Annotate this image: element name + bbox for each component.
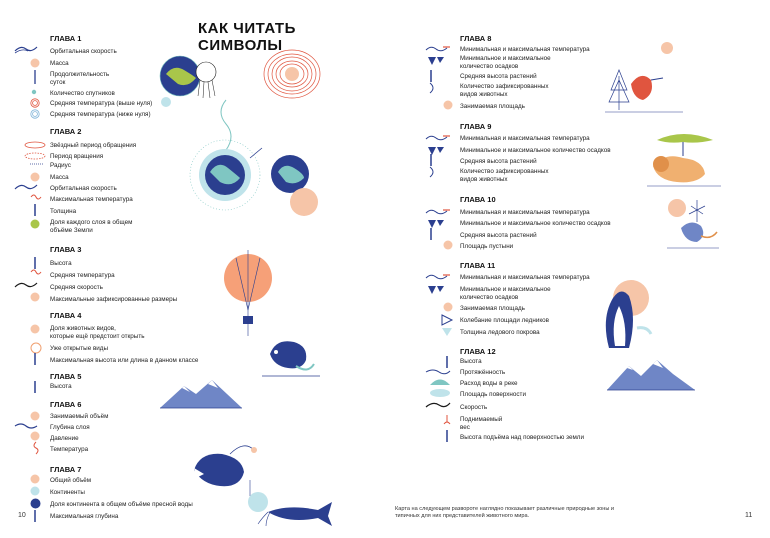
ch6-item: Занимаемый объём: [50, 413, 109, 420]
ch1-item: суток: [50, 79, 66, 86]
ch2-item: Доля каждого слоя в общем: [50, 219, 133, 226]
chapter-5-title: ГЛАВА 5: [50, 372, 82, 381]
max-depth-icon: [33, 510, 37, 522]
chapter-7-title: ГЛАВА 7: [50, 465, 82, 474]
chameleon-icon: [262, 330, 320, 378]
ch2-item: Толщина: [50, 208, 77, 215]
planet-two-illustration-icon: [270, 152, 324, 218]
chapter-1-title: ГЛАВА 1: [50, 34, 82, 43]
ch1-item: Средняя температура (выше нуля): [50, 100, 153, 107]
ch6-item: Температура: [50, 446, 89, 453]
min-max-temp-icon: [425, 207, 451, 215]
temperature-icon: [32, 442, 40, 454]
chapter-12-title: ГЛАВА 12: [460, 347, 496, 356]
ch8-item: Минимальное и максимальное: [460, 55, 551, 62]
ch2-item: объёме Земли: [50, 227, 93, 234]
ch7-item: Общий объём: [50, 477, 92, 484]
ch12-item: Высота подъёма над поверхностью земли: [460, 434, 584, 441]
ch12-item: Поднимаемый: [460, 416, 503, 423]
ch11-item: Занимаемая площадь: [460, 305, 525, 312]
tree-and-bird-icon: [605, 40, 683, 118]
mass-icon: [30, 172, 40, 182]
chapter-2-title: ГЛАВА 2: [50, 127, 82, 136]
ch2-item: Звёздный период обращения: [50, 142, 137, 149]
ch8-item: видов животных: [460, 91, 508, 98]
ch9-item: Средняя высота растений: [460, 158, 537, 165]
ch1-item: Орбитальная скорость: [50, 48, 117, 55]
catfish-icon: [248, 488, 334, 528]
layer-share-icon: [30, 219, 40, 229]
avg-speed-icon: [14, 280, 38, 290]
ch10-item: Минимальная и максимальная температура: [460, 209, 590, 216]
page-number-right: 11: [745, 512, 753, 519]
ch11-item: Минимальная и максимальная температура: [460, 274, 590, 281]
orbital-speed-icon: [14, 44, 38, 54]
lift-height-icon: [445, 430, 449, 442]
ch2-item: Масса: [50, 174, 69, 181]
length-icon: [425, 367, 451, 375]
ch4-item: которые ещё предстоит открыть: [50, 333, 145, 340]
area-icon: [443, 302, 453, 312]
ch12-item: Площадь поверхности: [460, 391, 526, 398]
glacier-change-icon: [441, 314, 453, 326]
ch10-item: Минимальное и максимальное количество осадков: [460, 220, 611, 227]
pressure-icon: [30, 431, 40, 441]
max-temp-icon: [30, 192, 42, 202]
ch4-item: Уже открытые виды: [50, 345, 109, 352]
day-length-icon: [33, 70, 37, 84]
ch12-item: вес: [460, 424, 470, 431]
chapter-6-title: ГЛАВА 6: [50, 400, 82, 409]
ch12-item: Расход воды в реке: [460, 380, 518, 387]
chapter-4-title: ГЛАВА 4: [50, 311, 82, 320]
mountain-range-icon: [607, 356, 695, 396]
precipitation-icon: [427, 285, 445, 295]
ch9-item: Минимальное и максимальное количество осадков: [460, 147, 611, 154]
ch6-item: Глубина слоя: [50, 424, 90, 431]
ch2-item: Максимальная температура: [50, 196, 133, 203]
freshwater-share-icon: [30, 498, 41, 509]
radius-icon: [30, 161, 44, 167]
ch10-item: Средняя высота растений: [460, 232, 537, 239]
undiscovered-share-icon: [30, 324, 40, 334]
ch1-item: Продолжительность: [50, 71, 110, 78]
chapter-10-title: ГЛАВА 10: [460, 195, 496, 204]
sidereal-period-icon: [24, 141, 46, 149]
ch11-item: Колебание площади ледников: [460, 317, 550, 324]
surface-area-icon: [429, 388, 451, 398]
ch9-item: Количество зафиксированных: [460, 168, 549, 175]
min-max-temp-icon: [425, 272, 451, 280]
ch11-item: Минимальное и максимальное: [460, 286, 551, 293]
lift-weight-icon: [441, 414, 453, 428]
ch4-item: Максимальная высота или длина в данном классе: [50, 357, 199, 364]
chapter-3-title: ГЛАВА 3: [50, 245, 82, 254]
ch8-item: Количество зафиксированных: [460, 83, 549, 90]
ch5-item: Высота: [50, 383, 72, 390]
ice-thickness-icon: [441, 327, 453, 337]
penguin-icon: [597, 278, 653, 350]
satellites-icon: [30, 88, 38, 96]
ch1-item: Масса: [50, 60, 69, 67]
mountain-illustration-icon: [160, 378, 242, 412]
ch3-item: Максимальные зафиксированные размеры: [50, 296, 178, 303]
species-count-icon: [429, 166, 437, 178]
ch7-item: Континенты: [50, 489, 85, 496]
ch3-item: Средняя скорость: [50, 284, 103, 291]
right-page: [385, 0, 770, 538]
ch10-item: Площадь пустыни: [460, 243, 514, 250]
chapter-8-title: ГЛАВА 8: [460, 34, 492, 43]
plant-height-icon: [429, 70, 433, 82]
chapter-11-title: ГЛАВА 11: [460, 261, 496, 270]
height-icon: [33, 381, 37, 393]
total-volume-icon: [30, 474, 40, 484]
ch8-item: Средняя высота растений: [460, 73, 537, 80]
plant-height-icon: [429, 228, 433, 240]
area-icon: [443, 100, 453, 110]
river-flow-icon: [429, 376, 451, 386]
ch3-item: Высота: [50, 260, 72, 267]
ch12-item: Протяжённость: [460, 369, 506, 376]
temperature-rings-icon: [262, 48, 322, 100]
temp-above-zero-icon: [30, 98, 40, 108]
desert-area-icon: [443, 240, 453, 250]
min-max-temp-icon: [425, 44, 451, 52]
ch7-item: Доля континента в общем объёме пресной воды: [50, 501, 193, 508]
ch6-item: Давление: [50, 435, 79, 442]
ch1-item: Количество спутников: [50, 90, 115, 97]
ch3-item: Средняя температура: [50, 272, 115, 279]
ch2-item: Радиус: [50, 162, 71, 169]
ch12-item: Скорость: [460, 404, 488, 411]
ch9-item: Минимальная и максимальная температура: [460, 135, 590, 142]
ch8-item: Минимальная и максимальная температура: [460, 46, 590, 53]
speed-icon: [425, 400, 451, 410]
ch9-item: видов животных: [460, 176, 508, 183]
savanna-lion-icon: [647, 126, 721, 190]
rotation-period-icon: [24, 152, 46, 160]
hot-air-balloon-icon: [222, 250, 274, 336]
ch4-item: Доля животных видов,: [50, 325, 116, 332]
precipitation-icon: [427, 56, 445, 66]
ch8-item: количество осадков: [460, 63, 519, 70]
ch2-item: Орбитальная скорость: [50, 185, 117, 192]
chapter-9-title: ГЛАВА 9: [460, 122, 492, 131]
ch2-item: Период вращения: [50, 153, 104, 160]
max-length-icon: [33, 353, 37, 365]
page-number-left: 10: [18, 512, 26, 519]
desert-animal-icon: [667, 196, 719, 252]
ch1-item: Средняя температура (ниже нуля): [50, 111, 151, 118]
earth-illustration-icon: [188, 138, 262, 212]
ch11-item: Толщина ледового покрова: [460, 329, 540, 336]
ch8-item: Занимаемая площадь: [460, 103, 525, 110]
page-title: КАК ЧИТАТЬ СИМВОЛЫ: [198, 20, 296, 54]
min-max-temp-icon: [425, 133, 451, 141]
layer-depth-icon: [14, 421, 38, 431]
ch7-item: Максимальная глубина: [50, 513, 119, 520]
avg-temp-icon: [30, 268, 42, 276]
footer-note: Карта на следующем развороте наглядно показывает различные природные зоны и типичных для них представителей животного мира.: [395, 506, 615, 519]
species-count-icon: [429, 82, 437, 94]
continents-icon: [30, 486, 40, 496]
orbital-speed-icon: [14, 182, 38, 192]
temp-below-zero-icon: [30, 109, 40, 119]
plant-height-icon: [429, 154, 433, 166]
max-size-icon: [30, 292, 40, 302]
ch12-item: Высота: [460, 358, 482, 365]
volume-icon: [30, 411, 40, 421]
thickness-icon: [33, 204, 37, 216]
ch11-item: количество осадков: [460, 294, 519, 301]
mass-icon: [30, 58, 40, 68]
